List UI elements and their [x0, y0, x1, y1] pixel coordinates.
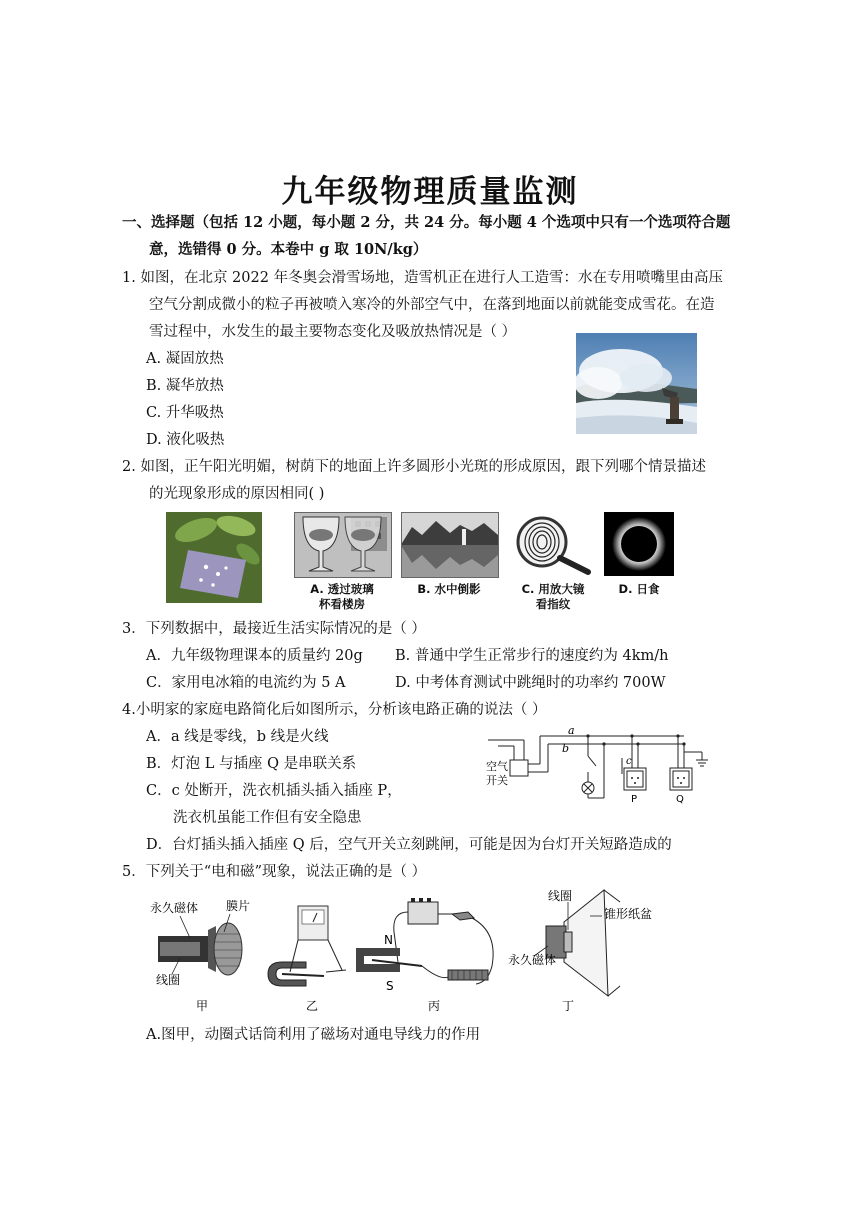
household-circuit-diagram — [484, 726, 714, 808]
q3-option-a: A．九年级物理课本的质量约 20g — [146, 648, 363, 664]
label-diaphragm: 膜片 — [226, 899, 251, 913]
q3-option-b: B. 普通中学生正常步行的速度约为 4km/h — [395, 648, 669, 664]
wire-a-label: a — [568, 726, 575, 737]
label-jia: 甲 — [196, 999, 209, 1013]
wire-b-label: b — [562, 742, 570, 755]
section-heading-line1: 一、选择题（包括 12 小题，每小题 2 分，共 24 分。每小题 4 个选项中只有一个选项符合题 — [122, 214, 731, 231]
q4-option-c-line2: 洗衣机虽能工作但有安全隐患 — [173, 810, 362, 826]
caption-a-line2: 杯看楼房 — [319, 597, 365, 611]
caption-a-line1: A. 透过玻璃 — [310, 582, 374, 596]
snow-machine-photo — [576, 333, 697, 434]
q3-stem: 3．下列数据中，最接近生活实际情况的是（ ） — [122, 621, 426, 637]
q2-line2: 的光现象形成的原因相同( ) — [149, 486, 325, 502]
q4-option-d: D．台灯插头插入插座 Q 后，空气开关立刻跳闸，可能是因为台灯开关短路造成的 — [146, 837, 672, 853]
page-title: 九年级物理质量监测 — [281, 174, 579, 210]
section-heading-line2: 意，选错得 0 分。本卷中 g 取 10N/kg） — [149, 241, 428, 258]
q1-line3: 雪过程中，水发生的最主要物态变化及吸放热情况是（ ） — [149, 324, 517, 340]
dynamic-microphone-figure — [150, 892, 262, 1016]
caption-c-line1: C. 用放大镜 — [521, 582, 585, 596]
label-ding: 丁 — [562, 999, 575, 1013]
q1-option-c: C. 升华吸热 — [146, 405, 224, 421]
label-magnet: 永久磁体 — [150, 901, 199, 915]
q4-option-a: A．a 线是零线，b 线是火线 — [146, 729, 329, 745]
q4-stem: 4.小明家的家庭电路简化后如图所示，分析该电路正确的说法（ ） — [122, 702, 547, 718]
q3-option-c: C．家用电冰箱的电流约为 5 A — [146, 675, 346, 691]
caption-c-line2: 看指纹 — [535, 597, 571, 611]
label-coil2: 线圈 — [548, 889, 573, 903]
q1-line2: 空气分割成微小的粒子再被喷入寒冷的外部空气中，在落到地面以前就能变成雪花。在造 — [149, 297, 715, 313]
magnifier-photo — [510, 512, 596, 576]
q4-option-b: B．灯泡 L 与插座 Q 是串联关系 — [146, 756, 357, 772]
label-s: S — [386, 979, 394, 993]
q2-line1: 2. 如图，正午阳光明媚，树荫下的地面上许多圆形小光斑的形成原因，跟下列哪个情景描述 — [122, 459, 706, 475]
air-switch-label-2: 开关 — [486, 774, 508, 787]
air-switch-label-1: 空气 — [486, 760, 508, 773]
point-c-label: c — [626, 756, 632, 767]
q1-option-b: B. 凝华放热 — [146, 378, 224, 394]
caption-d: D. 日食 — [618, 582, 660, 596]
glass-cup-photo — [294, 512, 392, 578]
leaf-shadow-photo — [166, 512, 262, 603]
q4-option-c-line1: C．c 处断开，洗衣机插头插入插座 P， — [146, 783, 402, 799]
motor-principle-figure — [352, 892, 504, 1016]
label-yi: 乙 — [306, 999, 319, 1013]
label-cone: 锥形纸盆 — [604, 907, 653, 921]
socket-q-label: Q — [676, 794, 684, 805]
label-n: N — [384, 933, 393, 947]
water-reflection-photo — [401, 512, 499, 578]
caption-b: B. 水中倒影 — [417, 582, 481, 596]
socket-p-label: P — [631, 794, 638, 805]
electromagnetic-induction-figure — [262, 900, 362, 1016]
loudspeaker-figure — [508, 884, 658, 1016]
solar-eclipse-photo — [604, 512, 674, 576]
q1-option-d: D. 液化吸热 — [146, 432, 225, 448]
label-bing: 丙 — [428, 999, 441, 1013]
q5-option-a: A.图甲，动圈式话筒利用了磁场对通电导线力的作用 — [146, 1027, 481, 1043]
q5-stem: 5．下列关于“电和磁”现象，说法正确的是（ ） — [122, 864, 427, 880]
q1-line1: 1. 如图，在北京 2022 年冬奥会滑雪场地，造雪机正在进行人工造雪：水在专用喷嘴里由高压 — [122, 270, 724, 286]
label-magnet2: 永久磁体 — [508, 953, 557, 967]
q1-option-a: A. 凝固放热 — [146, 351, 224, 367]
label-coil: 线圈 — [156, 973, 181, 987]
q3-option-d: D. 中考体育测试中跳绳时的功率约 700W — [395, 675, 666, 691]
